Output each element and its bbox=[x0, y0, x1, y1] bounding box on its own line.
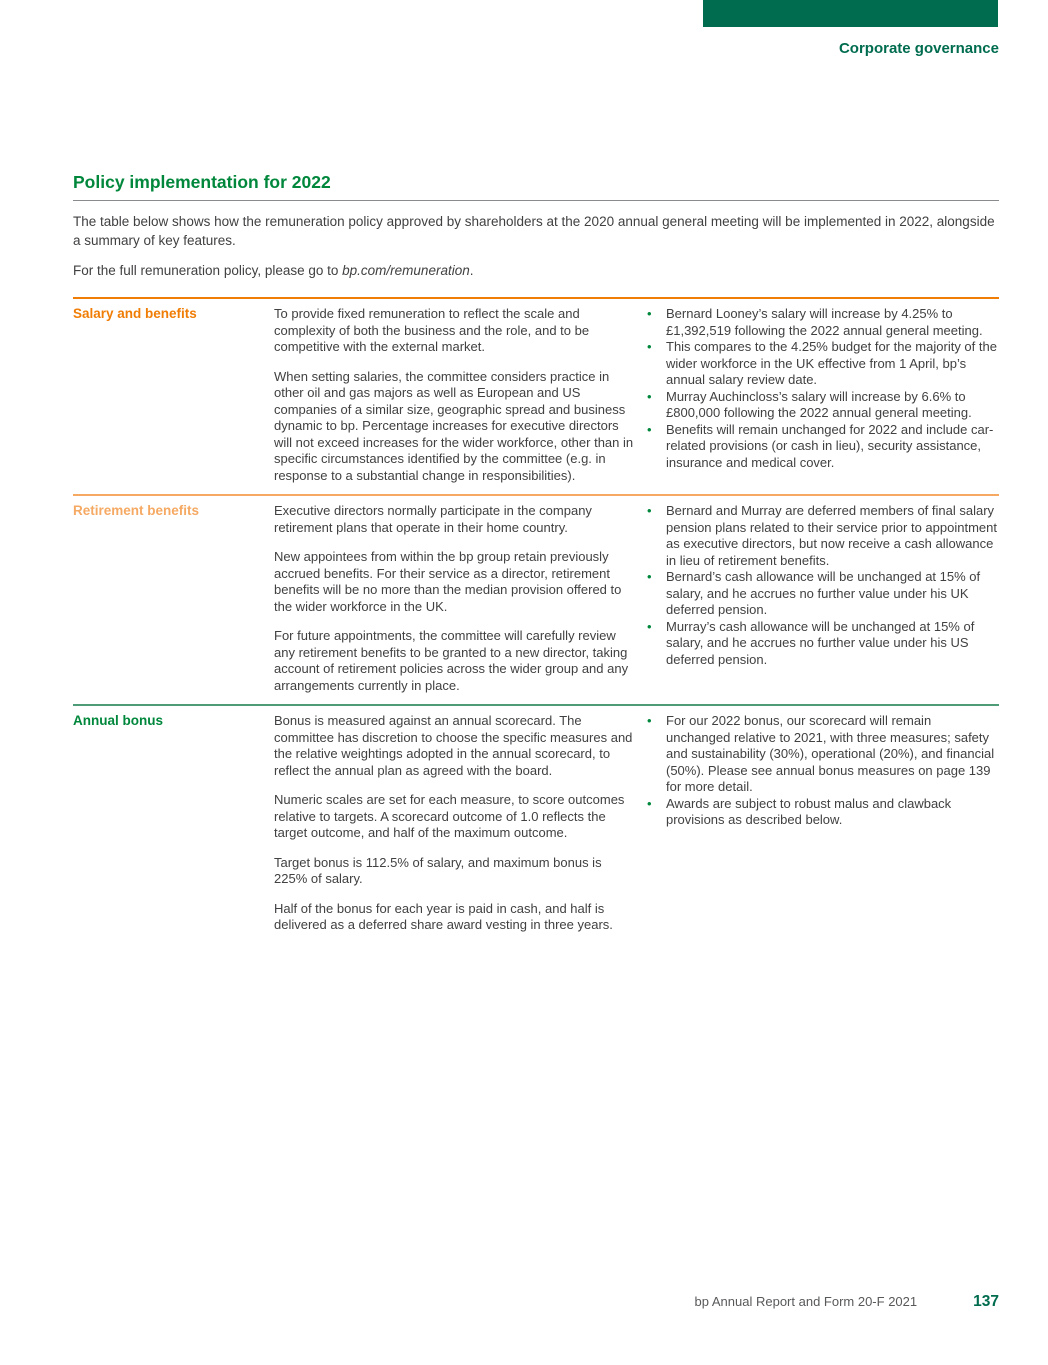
report-title: bp Annual Report and Form 20-F 2021 bbox=[694, 1294, 918, 1309]
row-key-features bbox=[645, 503, 999, 694]
bullet-text: Murray Auchincloss’s salary will increase by 6.6% to £800,000 following the 2022 annual general meeting. bbox=[666, 388, 972, 421]
bullet-icon: • bbox=[647, 713, 652, 729]
description-paragraph: Executive directors normally participate in the company retirement plans that operate in their home country. bbox=[274, 503, 592, 535]
intro-paragraph bbox=[73, 261, 999, 280]
bullet-item bbox=[645, 503, 999, 569]
page-footer bbox=[695, 1293, 999, 1311]
intro-link-suffix: . bbox=[469, 263, 474, 279]
policy-row-salary-and-benefits bbox=[73, 297, 999, 494]
description-paragraph: To provide fixed remuneration to reflect the scale and complexity of both the business and the role, and to be competitive with the external market. bbox=[274, 306, 590, 355]
page-content bbox=[73, 172, 999, 944]
description-paragraph: Target bonus is 112.5% of salary, and maximum bonus is 225% of salary. bbox=[274, 854, 602, 887]
bullet-item bbox=[645, 796, 999, 829]
bullet-item bbox=[645, 422, 999, 472]
row-label: Salary and benefits bbox=[73, 306, 197, 322]
bullet-icon: • bbox=[647, 388, 652, 404]
description-paragraph: Numeric scales are set for each measure, to score outcomes relative to targets. A scorecard outcome of 1.0 reflects the target outcome, and half of the maximum outcome. bbox=[274, 792, 625, 841]
bullet-text: Bernard and Murray are deferred members of final salary pension plans related to their service prior to appointment as executive directors, but now receive a cash allowance in lieu of retirement benefits. bbox=[666, 503, 997, 568]
row-description bbox=[274, 713, 645, 934]
bullet-icon: • bbox=[647, 795, 652, 811]
bullet-text: Bernard Looney’s salary will increase by 4.25% to £1,392,519 following the 2022 annual general meeting. bbox=[666, 306, 983, 338]
bullet-item bbox=[645, 306, 999, 339]
bullet-icon: • bbox=[647, 421, 652, 437]
bullet-list bbox=[645, 306, 999, 471]
row-label: Annual bonus bbox=[73, 713, 163, 729]
remuneration-link[interactable]: bp.com/remuneration bbox=[342, 263, 470, 279]
bullet-icon: • bbox=[647, 618, 652, 634]
description-paragraph: Half of the bonus for each year is paid in cash, and half is delivered as a deferred share award vesting in three years. bbox=[274, 900, 613, 933]
policy-row-annual-bonus bbox=[73, 704, 999, 944]
bullet-text: Benefits will remain unchanged for 2022 and include car-related provisions (or cash in lieu), security assistance, insurance and medical cover. bbox=[666, 421, 994, 470]
bullet-item bbox=[645, 713, 999, 796]
policy-table bbox=[73, 297, 999, 944]
row-key-features bbox=[645, 713, 999, 934]
intro-block bbox=[73, 212, 999, 280]
bullet-item bbox=[645, 339, 999, 389]
bullet-icon: • bbox=[647, 306, 652, 322]
bullet-text: Bernard’s cash allowance will be unchanged at 15% of salary, and he accrues no further value under his UK deferred pension. bbox=[666, 569, 981, 618]
policy-row-retirement-benefits bbox=[73, 494, 999, 704]
description-paragraph: For future appointments, the committee will carefully review any retirement benefits to be granted to a new director, taking account of retirement policies across the wider group and any arrangements currently in place. bbox=[274, 628, 629, 693]
page-title: Policy implementation for 2022 bbox=[73, 172, 999, 201]
description-paragraph: New appointees from within the bp group retain previously accrued benefits. For their service as a director, retirement benefits will be no more than the median provision offered to the wider workforce in the UK. bbox=[274, 549, 622, 614]
header-accent-bar bbox=[703, 0, 998, 27]
row-label: Retirement benefits bbox=[73, 503, 200, 519]
bullet-icon: • bbox=[647, 503, 652, 519]
bullet-item bbox=[645, 389, 999, 422]
row-key-features bbox=[645, 306, 999, 484]
bullet-text: Awards are subject to robust malus and clawback provisions as described below. bbox=[666, 795, 952, 828]
intro-link-prefix: For the full remuneration policy, please go to bbox=[73, 263, 343, 279]
description-paragraph: When setting salaries, the committee considers practice in other oil and gas majors as well as European and US companies of a similar size, geographic spread and business dynamic to bp. Percentage increases for executive directors will not exceed increases for the wider workforce, other than in specific circumstances identified by the committee (e.g. in response to a substantial change in responsibilities). bbox=[274, 368, 634, 483]
bullet-item bbox=[645, 619, 999, 669]
bullet-text: This compares to the 4.25% budget for the majority of the wider workforce in the UK effective from 1 April, bp’s annual salary review date. bbox=[666, 339, 997, 388]
bullet-icon: • bbox=[647, 339, 652, 355]
page-number: 137 bbox=[973, 1293, 999, 1310]
bullet-item bbox=[645, 569, 999, 619]
section-label: Corporate governance bbox=[838, 40, 999, 57]
description-paragraph: Bonus is measured against an annual scorecard. The committee has discretion to choose the specific measures and the relative weightings adopted in the annual scorecard, to reflect the annual plan as agreed with the board. bbox=[274, 713, 633, 778]
bullet-list bbox=[645, 503, 999, 668]
row-description bbox=[274, 306, 645, 484]
bullet-list bbox=[645, 713, 999, 829]
bullet-text: Murray’s cash allowance will be unchanged at 15% of salary, and he accrues no further value under his US deferred pension. bbox=[666, 618, 975, 667]
row-description bbox=[274, 503, 645, 694]
bullet-icon: • bbox=[647, 569, 652, 585]
bullet-text: For our 2022 bonus, our scorecard will remain unchanged relative to 2021, with three measures; safety and sustainability (30%), operational (20%), and financial (50%). Please see annual bonus measures on page 139 for more detail. bbox=[666, 713, 995, 795]
intro-paragraph: The table below shows how the remuneration policy approved by shareholders at the 2020 annual general meeting will be implemented in 2022, alongside a summary of key features. bbox=[73, 214, 995, 249]
